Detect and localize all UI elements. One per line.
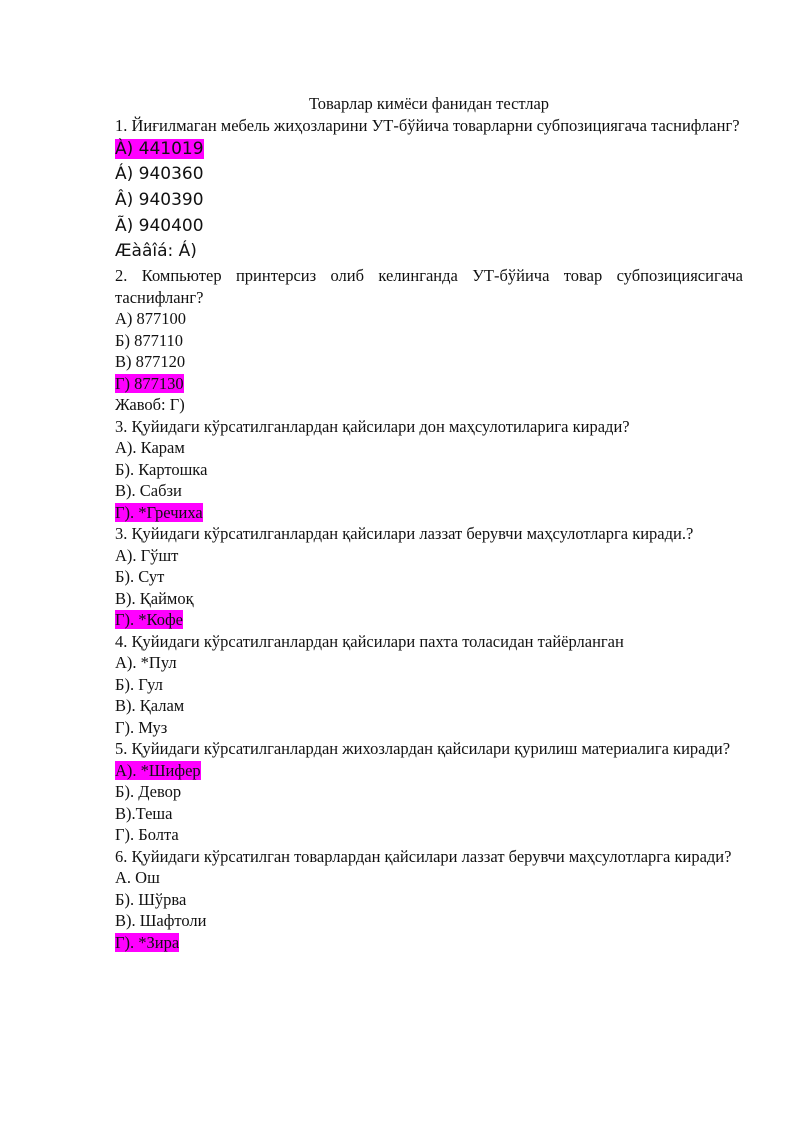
q3a-option-b: Б). Картошка: [115, 459, 208, 479]
q2-option-a: А) 877100: [115, 309, 187, 329]
question-2: 2. Компьютер принтерсиз олиб келинганда УТ-бўйича товар субпозициясигача таснифланг?: [115, 266, 743, 307]
q3b-option-b: Б). Сут: [115, 567, 165, 587]
q5-option-d: Г). Болта: [115, 825, 179, 845]
q5-option-b: Б). Девор: [115, 782, 182, 802]
q6-option-c: В). Шафтоли: [115, 911, 207, 931]
q5-option-a: [115, 760, 743, 782]
question-5: 5. Қуйидаги кўрсатилганлардан жихозлардан қайсилари қурилиш материалига киради?: [115, 739, 731, 759]
q3b-option-a: А). Гўшт: [115, 545, 179, 565]
q3a-option-a: А). Карам: [115, 438, 185, 458]
document-page: [115, 93, 743, 953]
q6-option-d: [115, 932, 743, 954]
q1-option-d: Ã) 940400: [115, 215, 204, 236]
question-4: 4. Қуйидаги кўрсатилганлардан қайсилари пахта толасидан тайёрланган: [115, 631, 624, 651]
highlighted-answer: Г). *Кофе: [115, 610, 183, 630]
question-3b: 3. Қуйидаги кўрсатилганлардан қайсилари лаззат берувчи маҳсулотларга киради.?: [115, 524, 694, 544]
q5-option-c: В).Теша: [115, 803, 173, 823]
question-3a: 3. Қуйидаги кўрсатилганлардан қайсилари дон маҳсулотиларига киради?: [115, 416, 630, 436]
q4-option-c: В). Қалам: [115, 696, 185, 716]
q2-option-b: Б) 877110: [115, 330, 183, 350]
highlighted-answer: Г) 877130: [115, 373, 184, 393]
q2-option-c: В) 877120: [115, 352, 186, 372]
q4-option-b: Б). Гул: [115, 674, 163, 694]
highlighted-answer: Г). *Гречиха: [115, 502, 203, 522]
q6-option-a: А. Ош: [115, 868, 160, 888]
q3b-option-c: В). Қаймоқ: [115, 588, 194, 608]
q4-option-a: А). *Пул: [115, 653, 177, 673]
q3a-option-c: В). Сабзи: [115, 481, 182, 501]
q3b-option-d: [115, 609, 743, 631]
q1-option-c: Â) 940390: [115, 189, 204, 210]
q1-answer: Æàâîá: Á): [115, 241, 197, 262]
q4-option-d: Г). Муз: [115, 717, 168, 737]
q3a-option-d: [115, 502, 743, 524]
highlighted-answer: À) 441019: [115, 138, 204, 159]
q1-option-b: Á) 940360: [115, 164, 204, 185]
q2-answer: Жавоб: Г): [115, 395, 185, 415]
highlighted-answer: А). *Шифер: [115, 760, 201, 780]
q2-option-d: [115, 373, 743, 395]
document-title: Товарлар кимёси фанидан тестлар: [308, 94, 550, 113]
question-1: 1. Йиғилмаган мебель жиҳозларини УТ-бўйича товарларни субпозициягача таснифланг?: [115, 116, 740, 135]
highlighted-answer: Г). *Зира: [115, 932, 180, 952]
q6-option-b: Б). Шўрва: [115, 889, 187, 909]
q1-option-a: [115, 137, 743, 163]
question-6: 6. Қуйидаги кўрсатилган товарлардан қайсилари лаззат берувчи маҳсулотларга киради?: [115, 846, 732, 866]
